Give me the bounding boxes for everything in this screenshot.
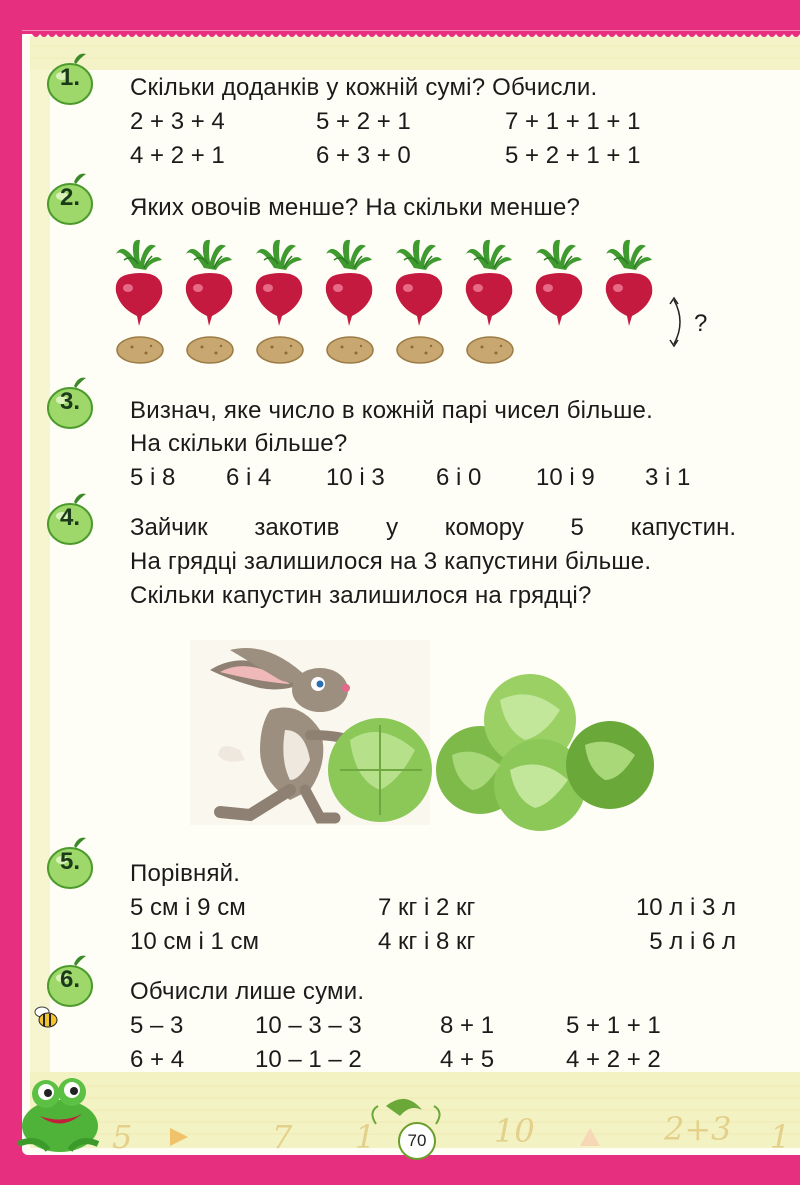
task-1-expression: 7 + 1 + 1 + 1 — [505, 108, 641, 135]
beet-icon — [326, 240, 372, 326]
beet-icon — [186, 240, 232, 326]
bee-icon — [32, 1002, 62, 1032]
comparison-pair: 5 л і 6 л — [649, 928, 736, 955]
comparison-pair: 7 кг і 2 кг — [378, 894, 476, 921]
beet-icon — [256, 240, 302, 326]
task-number: 2. — [59, 184, 80, 211]
task-number: 1. — [59, 64, 80, 91]
task-2-apple-badge — [44, 168, 104, 228]
task-4-text-line: На грядці залишилося на 3 капустини більше. — [130, 548, 652, 575]
task-6-expression: 4 + 2 + 2 — [566, 1046, 661, 1073]
task-6-expression: 10 – 3 – 3 — [255, 1012, 362, 1039]
task-4-apple-badge — [44, 488, 104, 548]
potato-icon — [117, 337, 163, 363]
task-6-apple-badge — [44, 950, 104, 1010]
task-1-expression: 6 + 3 + 0 — [316, 142, 411, 169]
footer-deco-number: 1 — [355, 1118, 376, 1156]
task-6-expression: 5 – 3 — [130, 1012, 184, 1039]
potato-icon — [327, 337, 373, 363]
task-6-expression: 4 + 5 — [440, 1046, 495, 1073]
task-6-expression: 6 + 4 — [130, 1046, 185, 1073]
beet-icon — [466, 240, 512, 326]
potato-icon — [187, 337, 233, 363]
task-number: 3. — [59, 388, 80, 415]
task-number: 4. — [59, 504, 80, 531]
task-1-expression: 2 + 3 + 4 — [130, 108, 225, 135]
task-1-expression: 5 + 2 + 1 — [316, 108, 411, 135]
task-5-question: Порівняй. — [130, 860, 241, 887]
task-2-question: Яких овочів менше? На скільки менше? — [130, 194, 581, 221]
comparison-pair: 10 л і 3 л — [635, 894, 736, 921]
task-4-text-line: Зайчик закотив у комору 5 капустин. — [130, 514, 736, 541]
task-4-text-line: Скільки капустин залишилося на грядці? — [130, 582, 592, 609]
compare-arrow-icon — [674, 300, 680, 344]
compare-question-mark: ? — [694, 310, 708, 337]
beet-icon — [536, 240, 582, 326]
task-6-question: Обчисли лише суми. — [130, 978, 365, 1005]
task-1-apple-badge — [44, 48, 104, 108]
number-pair: 6 і 4 — [226, 464, 272, 491]
triangle-icon — [168, 1126, 190, 1148]
beet-icon — [396, 240, 442, 326]
cabbage-icon — [328, 718, 432, 822]
number-pair: 3 і 1 — [645, 464, 691, 491]
number-pair: 10 і 3 — [326, 464, 385, 491]
task-1-question: Скільки доданків у кожній сумі? Обчисли. — [130, 74, 598, 101]
cabbage-pile-icon — [436, 674, 654, 831]
page-number: 70 — [398, 1122, 436, 1160]
comparison-pair: 10 см і 1 см — [130, 928, 260, 955]
task-3-question-line: Визнач, яке число в кожній парі чисел більше. — [130, 397, 653, 424]
task-1-expression: 5 + 2 + 1 + 1 — [505, 142, 641, 169]
comparison-pair: 4 кг і 8 кг — [378, 928, 476, 955]
comparison-pair: 5 см і 9 см — [130, 894, 246, 921]
beet-icon — [606, 240, 652, 326]
rabbit-cabbage-illustration — [190, 640, 670, 840]
footer-deco-number: 10 — [494, 1112, 535, 1150]
task-6-expression: 5 + 1 + 1 — [566, 1012, 661, 1039]
footer-deco-number: 5 — [112, 1118, 133, 1156]
potato-icon — [467, 337, 513, 363]
triangle-icon — [578, 1126, 602, 1148]
frog-icon — [8, 1066, 108, 1156]
task-number: 5. — [59, 848, 80, 875]
number-pair: 5 і 8 — [130, 464, 176, 491]
task-6-expression: 10 – 1 – 2 — [255, 1046, 362, 1073]
footer-deco-number: 7 — [272, 1118, 293, 1156]
potato-icon — [397, 337, 443, 363]
task-number: 6. — [59, 966, 80, 993]
task-3-apple-badge — [44, 372, 104, 432]
task-5-apple-badge — [44, 832, 104, 892]
number-pair: 10 і 9 — [536, 464, 595, 491]
potato-icon — [257, 337, 303, 363]
top-notebook-band — [30, 36, 800, 70]
vegetables-illustration — [108, 238, 728, 368]
task-3-question-line: На скільки більше? — [130, 430, 348, 457]
task-6-expression: 8 + 1 — [440, 1012, 495, 1039]
number-pair: 6 і 0 — [436, 464, 482, 491]
beet-icon — [116, 240, 162, 326]
footer-deco-number: 2+3 — [664, 1110, 732, 1148]
footer-deco-number: 1 — [770, 1118, 791, 1156]
task-1-expression: 4 + 2 + 1 — [130, 142, 225, 169]
